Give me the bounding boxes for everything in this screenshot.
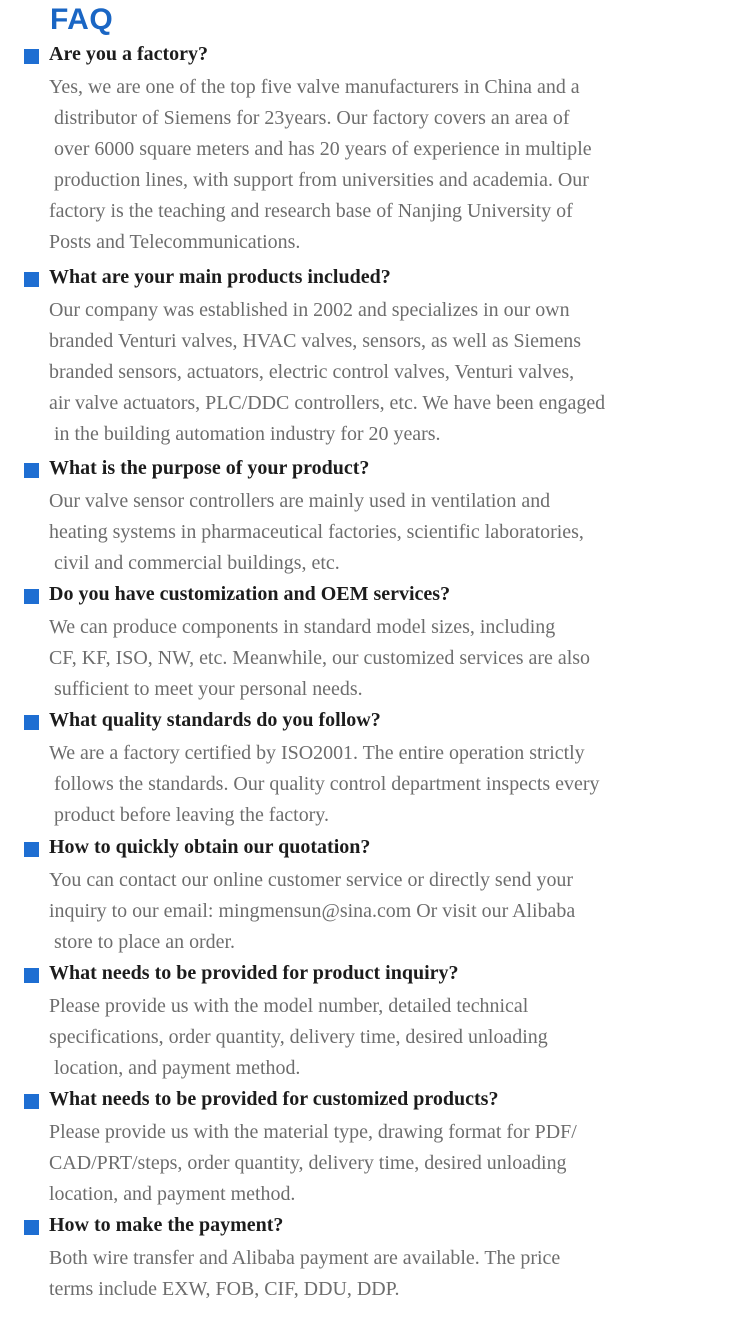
- faq-answer: [0, 1243, 750, 1305]
- faq-answer-line: in the building automation industry for 20 years.: [49, 423, 441, 445]
- faq-answer-line: air valve actuators, PLC/DDC controllers, etc. We have been engaged: [49, 392, 606, 414]
- square-bullet-icon: [24, 1220, 39, 1235]
- faq-item: [0, 40, 750, 258]
- faq-answer-line: branded sensors, actuators, electric control valves, Venturi valves,: [49, 361, 575, 383]
- faq-answer-line: terms include EXW, FOB, CIF, DDU, DDP.: [49, 1278, 400, 1300]
- faq-answer-line: over 6000 square meters and has 20 years of experience in multiple: [49, 138, 592, 160]
- faq-question: What needs to be provided for customized products?: [49, 1088, 499, 1110]
- faq-question-row: [0, 833, 750, 861]
- faq-question-row: [0, 1085, 750, 1113]
- faq-answer-line: CAD/PRT/steps, order quantity, delivery time, desired unloading: [49, 1152, 567, 1174]
- faq-answer: [0, 486, 750, 579]
- faq-question: How to quickly obtain our quotation?: [49, 836, 371, 858]
- square-bullet-icon: [24, 1094, 39, 1109]
- faq-answer-line: You can contact our online customer service or directly send your: [49, 869, 574, 891]
- faq-answer-line: heating systems in pharmaceutical factories, scientific laboratories,: [49, 521, 584, 543]
- faq-item: [0, 454, 750, 579]
- faq-question-row: [0, 959, 750, 987]
- faq-item: [0, 706, 750, 831]
- faq-answer-line: distributor of Siemens for 23years. Our factory covers an area of: [49, 107, 570, 129]
- faq-item: [0, 1085, 750, 1210]
- faq-question: What is the purpose of your product?: [49, 457, 370, 479]
- faq-answer-line: Please provide us with the material type, drawing format for PDF/: [49, 1121, 577, 1143]
- faq-answer-line: product before leaving the factory.: [49, 804, 329, 826]
- faq-answer: [0, 991, 750, 1084]
- square-bullet-icon: [24, 272, 39, 287]
- faq-item: [0, 833, 750, 958]
- faq-answer-line: factory is the teaching and research base of Nanjing University of: [49, 200, 573, 222]
- faq-question: Do you have customization and OEM services?: [49, 583, 451, 605]
- faq-answer-line: inquiry to our email: mingmensun@sina.com Or visit our Alibaba: [49, 900, 576, 922]
- faq-answer-line: We are a factory certified by ISO2001. The entire operation strictly: [49, 742, 585, 764]
- faq-question: What quality standards do you follow?: [49, 709, 381, 731]
- faq-answer-line: store to place an order.: [49, 931, 236, 953]
- faq-answer: [0, 738, 750, 831]
- faq-answer: [0, 612, 750, 705]
- faq-question-row: [0, 1211, 750, 1239]
- faq-question: Are you a factory?: [49, 43, 209, 65]
- faq-answer-line: Our company was established in 2002 and specializes in our own: [49, 299, 570, 321]
- faq-question: How to make the payment?: [49, 1214, 284, 1236]
- faq-answer-line: Please provide us with the model number, detailed technical: [49, 995, 529, 1017]
- square-bullet-icon: [24, 463, 39, 478]
- faq-question-row: [0, 263, 750, 291]
- square-bullet-icon: [24, 589, 39, 604]
- faq-answer-line: location, and payment method.: [49, 1183, 296, 1205]
- faq-answer-line: sufficient to meet your personal needs.: [49, 678, 363, 700]
- page-title: FAQ: [50, 3, 114, 36]
- faq-item: [0, 959, 750, 1084]
- faq-question-row: [0, 580, 750, 608]
- faq-answer-line: production lines, with support from universities and academia. Our: [49, 169, 589, 191]
- faq-item: [0, 580, 750, 705]
- faq-answer: [0, 1117, 750, 1210]
- faq-answer-line: Posts and Telecommunications.: [49, 231, 301, 253]
- faq-item: [0, 263, 750, 450]
- square-bullet-icon: [24, 49, 39, 64]
- faq-answer-line: follows the standards. Our quality control department inspects every: [49, 773, 600, 795]
- faq-question-row: [0, 454, 750, 482]
- faq-question: What are your main products included?: [49, 266, 391, 288]
- faq-answer: [0, 865, 750, 958]
- faq-answer-line: civil and commercial buildings, etc.: [49, 552, 340, 574]
- faq-question: What needs to be provided for product inquiry?: [49, 962, 459, 984]
- faq-item: [0, 1211, 750, 1305]
- faq-answer-line: specifications, order quantity, delivery time, desired unloading: [49, 1026, 548, 1048]
- square-bullet-icon: [24, 968, 39, 983]
- faq-answer: [0, 295, 750, 450]
- faq-answer-line: Both wire transfer and Alibaba payment are available. The price: [49, 1247, 561, 1269]
- faq-question-row: [0, 706, 750, 734]
- square-bullet-icon: [24, 842, 39, 857]
- faq-answer-line: location, and payment method.: [49, 1057, 301, 1079]
- faq-question-row: [0, 40, 750, 68]
- faq-answer-line: Yes, we are one of the top five valve manufacturers in China and a: [49, 76, 580, 98]
- faq-answer-line: CF, KF, ISO, NW, etc. Meanwhile, our customized services are also: [49, 647, 590, 669]
- faq-answer-line: branded Venturi valves, HVAC valves, sensors, as well as Siemens: [49, 330, 582, 352]
- faq-answer-line: Our valve sensor controllers are mainly used in ventilation and: [49, 490, 551, 512]
- faq-answer-line: We can produce components in standard model sizes, including: [49, 616, 556, 638]
- square-bullet-icon: [24, 715, 39, 730]
- faq-answer: [0, 72, 750, 258]
